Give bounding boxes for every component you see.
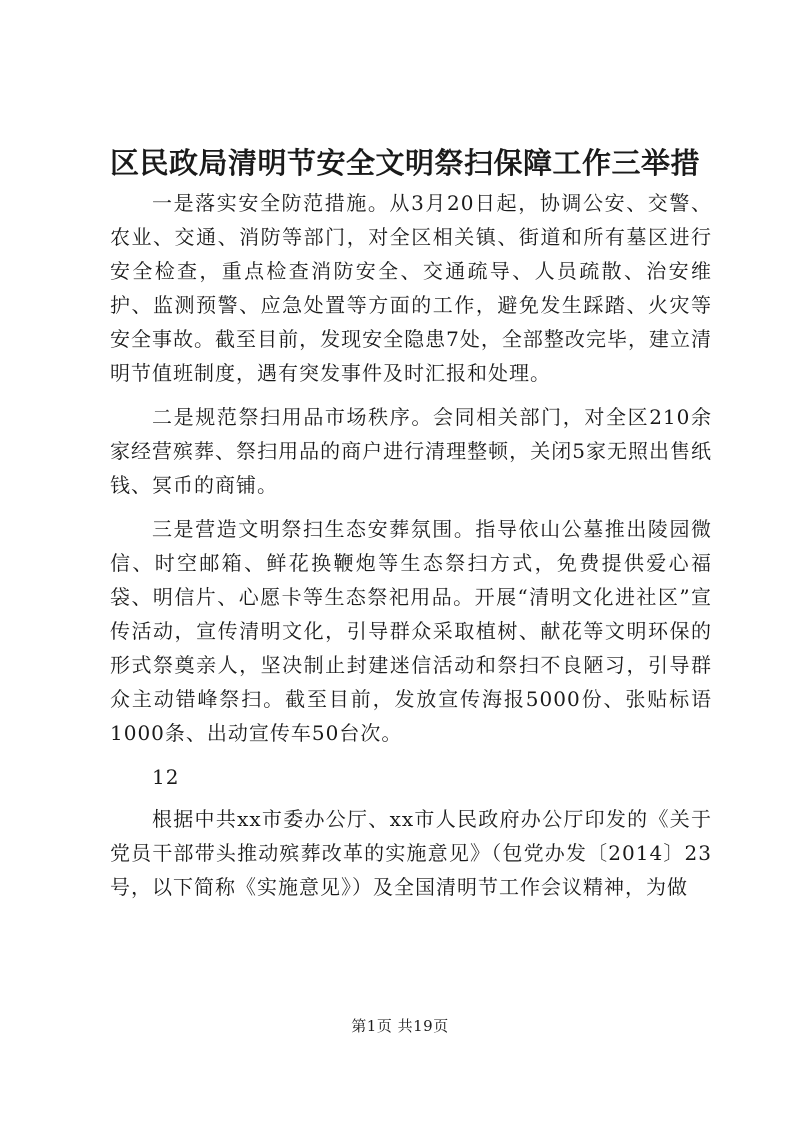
page-title: 区民政局清明节安全文明祭扫保障工作三举措 — [110, 146, 701, 180]
page-number-footer: 第1页 共19页 — [351, 1017, 449, 1035]
paragraph-next-article: 根据中共xx市委办公厅、xx市人民政府办公厅印发的《关于党员干部带头推动殡葬改革的实施意见》（包党办发〔2014〕23号，以下简称《实施意见》）及全国清明节工作会议精神，为做 — [110, 807, 712, 899]
paragraph-number: 12 — [152, 765, 180, 789]
paragraph-measure-1: 一是落实安全防范措施。从3月20日起，协调公安、交警、农业、交通、消防等部门，对全区相关镇、街道和所有墓区进行安全检查，重点检查消防安全、交通疏导、人员疏散、治安维护、监测预警、应急处置等方面的工作，避免发生踩踏、火灾等安全事故。截至目前，发现安全隐患7处，全部整改完毕，建立清明节值班制度，遇有突发事件及时汇报和处理。 — [110, 191, 712, 385]
paragraph-measure-3: 三是营造文明祭扫生态安葬氛围。指导依山公墓推出陵园微信、时空邮箱、鲜花换鞭炮等生态祭扫方式，免费提供爱心福袋、明信片、心愿卡等生态祭祀用品。开展“清明文化进社区”宣传活动，宣传清明文化，引导群众采取植树、献花等文明环保的形式祭奠亲人，坚决制止封建迷信活动和祭扫不良陋习，引导群众主动错峰祭扫。截至目前，发放宣传海报5000份、张贴标语1000条、出动宣传车50台次。 — [110, 517, 712, 745]
document-body — [110, 186, 712, 914]
paragraph-measure-2: 二是规范祭扫用品市场秩序。会同相关部门，对全区210余家经营殡葬、祭扫用品的商户进行清理整顿，关闭5家无照出售纸钱、冥币的商铺。 — [110, 405, 712, 497]
